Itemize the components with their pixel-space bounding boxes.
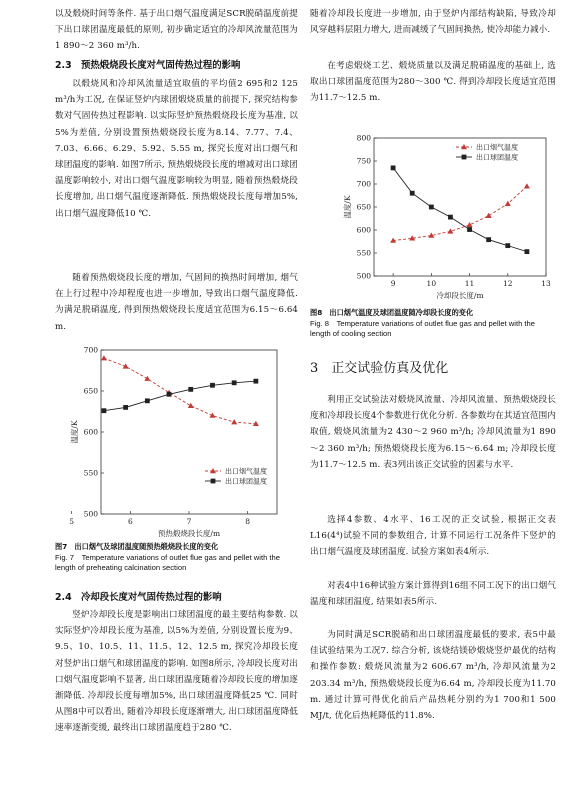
paragraph: 以及煅烧时间等条件. 基于出口烟气温度满足SCR脱硝温度前提下出口球团温度最低的原则, 初步确定适宜的冷却风流量范围为1 890～2 360 m³/h. — [55, 9, 298, 52]
section-heading-2-3: 2.3 预热煅烧段长度对气固传热过程的影响 — [55, 60, 241, 71]
data-point — [101, 355, 107, 360]
x-tick-label: 8 — [245, 517, 251, 526]
y-tick-label: 700 — [356, 179, 371, 189]
y-tick-label: 500 — [83, 509, 98, 519]
plot-frame — [101, 350, 277, 514]
figure-caption-cn: 图7 出口烟气及球团温度随预热煅烧段长度的变化 — [55, 542, 219, 551]
data-point — [524, 249, 529, 254]
data-point — [232, 380, 237, 385]
data-point — [410, 191, 415, 196]
data-point — [467, 222, 473, 227]
paragraph: 在考虑煅烧工艺、煅烧质量以及满足脱硝温度的基础上, 选取出口球团温度范围为280～300 ℃. 得到冷却段长度适宜范围为11.7～12.5 m. — [310, 61, 556, 104]
data-point — [231, 419, 237, 424]
paragraph: 选择4参数、4水平、16工况的正交试验, 根据正交表L16(4⁴)试验不同的参数组合, 计算不同运行工况条件下竖炉的出口烟气温度及球团温度. 试验方案如表4所示. — [310, 515, 556, 558]
figure-7-caption — [55, 542, 298, 574]
data-point — [253, 379, 258, 384]
data-point — [102, 408, 107, 413]
paragraph: 以煅烧风和冷却风流量适宜取值的平均值2 695和2 125 m³/h为工况, 在保证竖炉内球团煅烧质量的前提下, 探究结构参数对气固传热过程影响. 以实际竖炉预热煅烧段长度为基准, 以5%为差值, 分别设置预热煅烧段长度为8.14、7.77、7.4、7.03、6.66、6.29、5.92、5.55 m, 探究长度对出口烟气和球团温度的影响. 如图7所示, 预热煅烧段长度的增减对出口球团温度影响较小, 对出口烟气温度影响较为明显, 随着预热煅烧段长度增加, 出口烟气温度逐渐降低. 预热煅烧段长度每增加5%, 出口烟气温度降低10 ℃. — [55, 79, 298, 219]
x-tick-label: 10 — [426, 279, 437, 288]
x-tick-label: 5 — [69, 517, 75, 526]
figure-7-chart — [55, 338, 298, 538]
plot-frame — [374, 138, 546, 276]
y-tick-label: 750 — [356, 156, 371, 166]
legend-label: 出口烟气温度 — [225, 467, 267, 476]
x-tick-label: 11 — [464, 279, 475, 288]
section-heading-2-4: 2.4 冷却段长度对气固传热过程的影响 — [55, 592, 222, 603]
data-point — [188, 387, 193, 392]
data-point — [467, 227, 472, 232]
figure-caption-en: Fig. 8 Temperature variations of outlet flue gas and pellet with the length of cooling section — [310, 318, 535, 338]
data-point — [429, 205, 434, 210]
data-point — [145, 398, 150, 403]
data-point — [448, 215, 453, 220]
legend-label: 出口球团温度 — [225, 477, 267, 486]
paragraph: 竖炉冷却段长度是影响出口球团温度的最主要结构参数. 以实际竖炉冷却段长度为基准, 以5%为差值, 分别设置长度为9、9.5、10、10.5、11、11.5、12、12.5 m, 探究冷却段长度对竖炉出口烟气和球团温度的影响. 如图8所示, 冷却段长度对出口烟气温度影响不显著, 出口球团温度随着冷却段长度的增加逐渐降低. 冷却段长度每增加5%, 出口球团温度降低25 ℃. 同时从图8中可以看出, 随着冷却段长度逐渐增大, 出口球团温度降低速率逐渐变缓, 最终出口球团温度趋于280 ℃. — [55, 610, 298, 734]
legend-label: 出口球团温度 — [476, 153, 518, 162]
y-tick-label: 600 — [83, 427, 98, 437]
y-tick-label: 600 — [356, 225, 371, 235]
y-tick-label: 550 — [356, 248, 371, 258]
y-tick-label: 650 — [356, 202, 371, 212]
paragraph: 随着冷却段长度进一步增加, 由于竖炉内部结构缺陷, 导致冷却风穿越料层阻力增大, 进而减缓了气固间换热, 使冷却能力减小. — [310, 9, 556, 36]
y-axis-label: 温度/K — [343, 195, 352, 219]
data-point — [524, 183, 530, 188]
figure-8-caption — [310, 308, 556, 340]
figure-caption-en: Fig. 7 Temperature variations of outlet flue gas and pellet with the length of preheating calcination section — [55, 552, 280, 572]
y-tick-label: 550 — [83, 468, 98, 478]
data-point — [505, 243, 510, 248]
data-point — [210, 383, 215, 388]
y-tick-label: 700 — [83, 345, 98, 355]
figure-8-chart — [310, 130, 556, 308]
x-axis-label: 冷却段长度/m — [436, 291, 484, 300]
legend-marker — [211, 479, 216, 484]
data-point — [486, 237, 491, 242]
x-tick-label: 7 — [186, 517, 192, 526]
legend-label: 出口烟气温度 — [476, 143, 518, 152]
data-point — [123, 405, 128, 410]
legend-marker — [462, 155, 467, 160]
paragraph: 利用正交试验法对煅烧风流量、冷却风流量、预热煅烧段长度和冷却段长度4个参数进行优化分析. 各参数均在其适宜范围内取值, 煅烧风流量为2 430～2 960 m³/h; 冷却风流量为1 890～2 360 m³/h; 预热煅烧段长度为6.15～6.64 m; 冷却段长度为11.7～12.5 m. 表3列出该正交试验的因素与水平. — [310, 395, 556, 470]
data-point — [391, 166, 396, 171]
y-axis-label: 温度/K — [70, 420, 79, 444]
paragraph: 随着预热煅烧段长度的增加, 气固间的换热时间增加, 烟气在上行过程中冷却程度也进一步增加, 导致出口烟气温度降低. 为满足脱硝温度, 得到预热煅烧段长度适宜范围为6.15～6.64 m. — [55, 273, 298, 332]
x-tick-label: 9 — [390, 279, 396, 288]
figure-caption-cn: 图8 出口烟气温度及球团温度随冷却段长度的变化 — [310, 308, 474, 317]
y-tick-label: 650 — [83, 386, 98, 396]
x-axis-label: 预热煅烧段长度/m — [157, 529, 221, 538]
x-tick-label: 6 — [127, 517, 133, 526]
x-tick-label: 13 — [541, 279, 551, 288]
y-tick-label: 500 — [356, 271, 371, 281]
section-heading-3: 3 正交试验仿真及优化 — [310, 361, 449, 376]
data-point — [486, 213, 492, 218]
data-point — [209, 413, 215, 418]
paragraph: 为同时满足SCR脱硝和出口球团温度最低的要求, 表5中最佳试验结果为工况7. 综合分析, 该烧结镁砂煅烧竖炉最优的结构和操作参数: 煅烧风流量为2 606.67 m³/h, 冷却风流量为2 203.34 m³/h, 预热煅烧段长度为6.64 m, 冷却段长度为11.70 m. 通过计算可得优化前后产品热耗分别约为1 700和1 500 MJ/t, 优化后热耗降低约11.8%. — [310, 630, 556, 722]
paragraph: 对表4中16种试验方案计算得到16组不同工况下的出口烟气温度和球团温度, 结果如表5所示. — [310, 581, 556, 608]
data-point — [167, 392, 172, 397]
data-point — [188, 403, 194, 408]
data-point — [144, 376, 150, 381]
y-tick-label: 800 — [356, 133, 371, 143]
x-tick-label: 12 — [503, 279, 513, 288]
